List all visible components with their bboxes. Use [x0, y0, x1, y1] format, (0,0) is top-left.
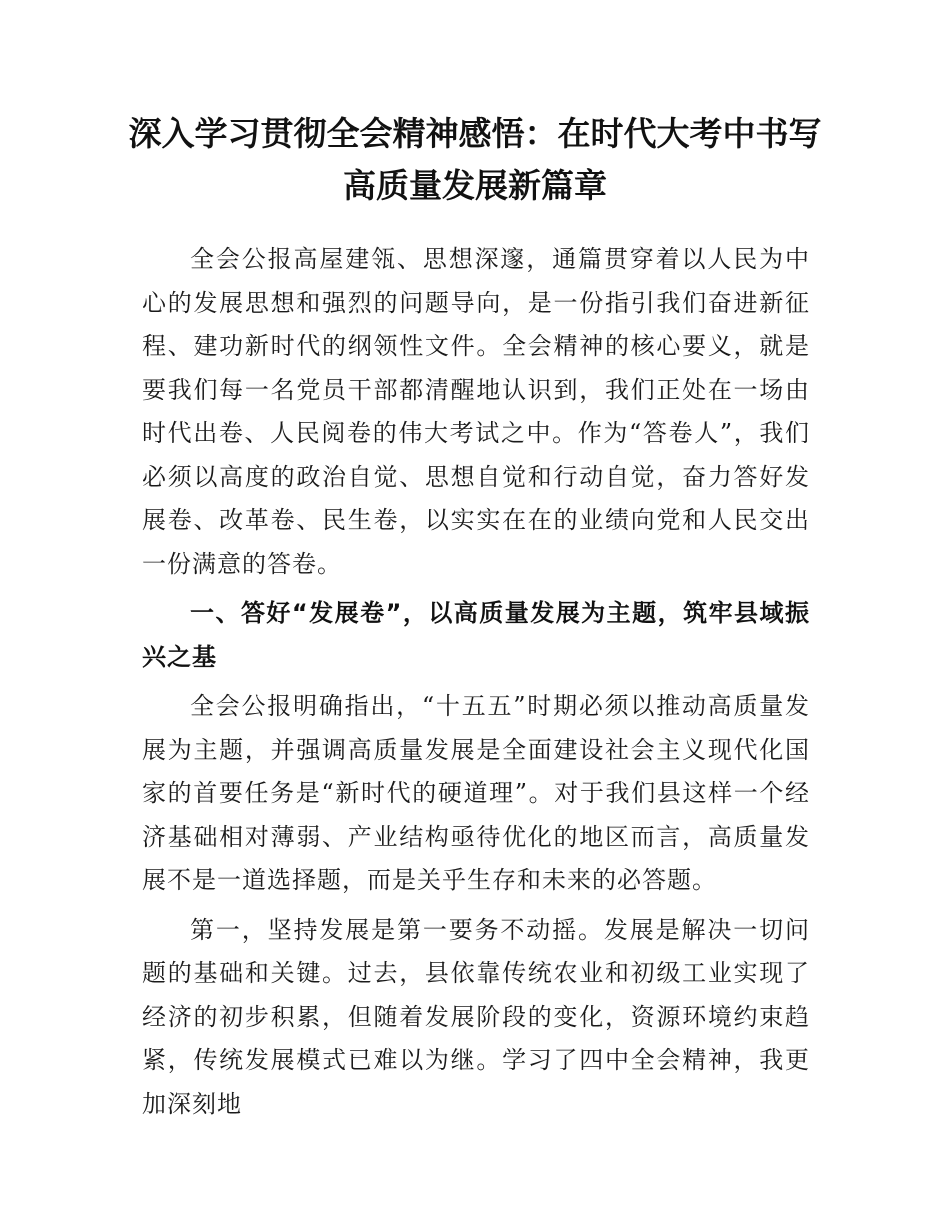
document-body — [142, 238, 810, 1132]
intro-paragraph: 全会公报高屋建瓴、思想深邃，通篇贯穿着以人民为中心的发展思想和强烈的问题导向，是一份指引我们奋进新征程、建功新时代的纲领性文件。全会精神的核心要义，就是要我们每一名党员干部都清醒地认识到，我们正处在一场由时代出卷、人民阅卷的伟大考试之中。作为“答卷人”，我们必须以高度的政治自觉、思想自觉和行动自觉，奋力答好发展卷、改革卷、民生卷，以实实在在的业绩向党和人民交出一份满意的答卷。 — [142, 245, 810, 578]
document-title: 深入学习贯彻全会精神感悟：在时代大考中书写高质量发展新篇章 — [128, 114, 822, 205]
section-heading: 一、答好“发展卷”，以高质量发展为主题，筑牢县域振兴之基 — [142, 599, 810, 671]
section-paragraph: 第一，坚持发展是第一要务不动摇。发展是解决一切问题的基础和关键。过去，县依靠传统农业和初级工业实现了经济的初步积累，但随着发展阶段的变化，资源环境约束趋紧，传统发展模式已难以为继。学习了四中全会精神，我更加深刻地 — [142, 915, 810, 1118]
section-paragraph: 全会公报明确指出，“十五五”时期必须以推动高质量发展为主题，并强调高质量发展是全面建设社会主义现代化国家的首要任务是“新时代的硬道理”。对于我们县这样一个经济基础相对薄弱、产业结构亟待优化的地区而言，高质量发展不是一道选择题，而是关乎生存和未来的必答题。 — [142, 692, 810, 894]
